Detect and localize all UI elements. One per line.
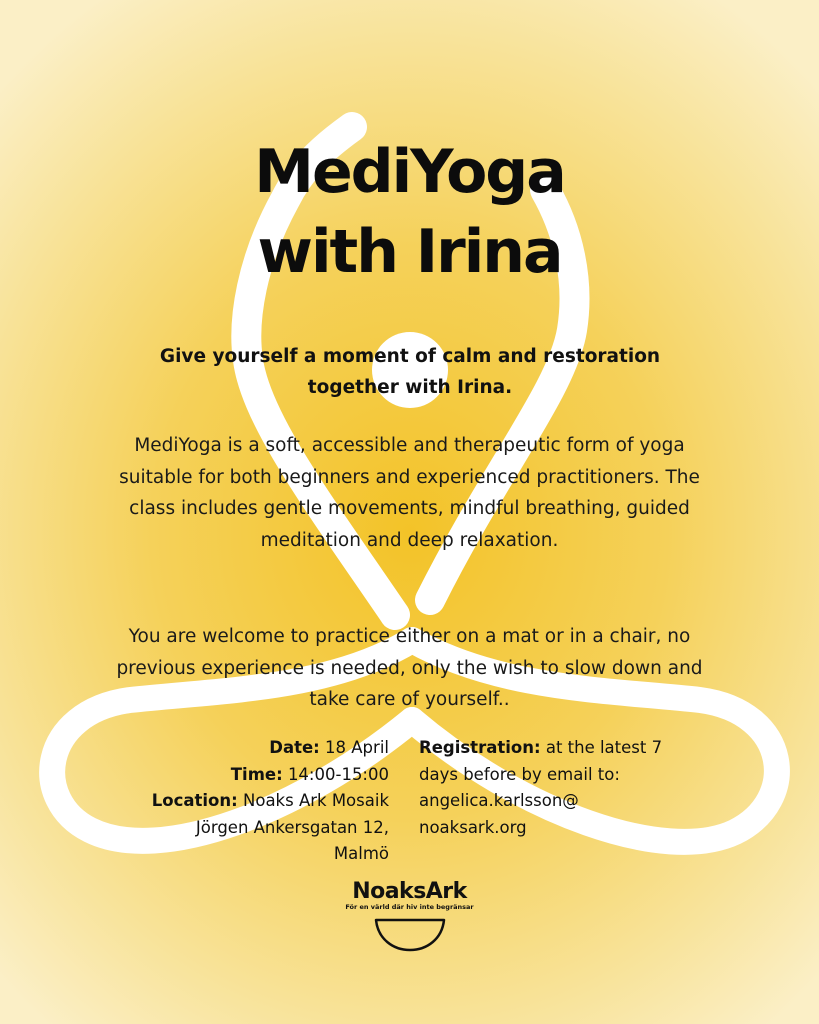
registration-text2: days before by email to: <box>419 764 620 784</box>
location-row <box>89 788 389 815</box>
ark-bowl-logo-icon <box>373 917 447 953</box>
poster-title-line1: MediYoga <box>254 137 565 207</box>
date-value: 18 April <box>325 738 389 757</box>
time-label: Time: <box>230 764 283 784</box>
email-line1: angelica.karlsson@ <box>419 791 579 810</box>
registration-row <box>419 735 679 762</box>
date-label: Date: <box>269 738 320 757</box>
time-value: 14:00-15:00 <box>287 764 389 784</box>
email-line2: noaksark.org <box>419 817 527 837</box>
time-row <box>89 762 389 789</box>
lead-text: Give yourself a moment of calm and restoration together with Irina. <box>159 346 661 398</box>
registration-text1: at the latest 7 <box>545 738 663 757</box>
poster-title-line2: with Irina <box>257 217 562 287</box>
logo-name: NoaksArk <box>352 879 467 904</box>
logo-tagline: För en värld där hiv inte begränsar <box>345 903 474 911</box>
address-line1: Jörgen Ankersgatan 12, <box>195 817 389 837</box>
location-value: Noaks Ark Mosaik <box>243 791 389 810</box>
location-label: Location: <box>151 791 238 810</box>
description-paragraph: MediYoga is a soft, accessible and therapeutic form of yoga suitable for both beginners and experienced practitioners. The class includes gentle movements, mindful breathing, guided meditation and deep relaxation. <box>119 435 700 551</box>
date-row <box>89 735 389 762</box>
address-line2: Malmö <box>333 844 389 863</box>
registration-label: Registration: <box>419 738 541 757</box>
welcome-paragraph: You are welcome to practice either on a mat or in a chair, no previous experience is needed, only the wish to slow down and take care of yourself.. <box>116 626 703 710</box>
registration-details <box>419 735 679 841</box>
event-details <box>89 735 389 868</box>
